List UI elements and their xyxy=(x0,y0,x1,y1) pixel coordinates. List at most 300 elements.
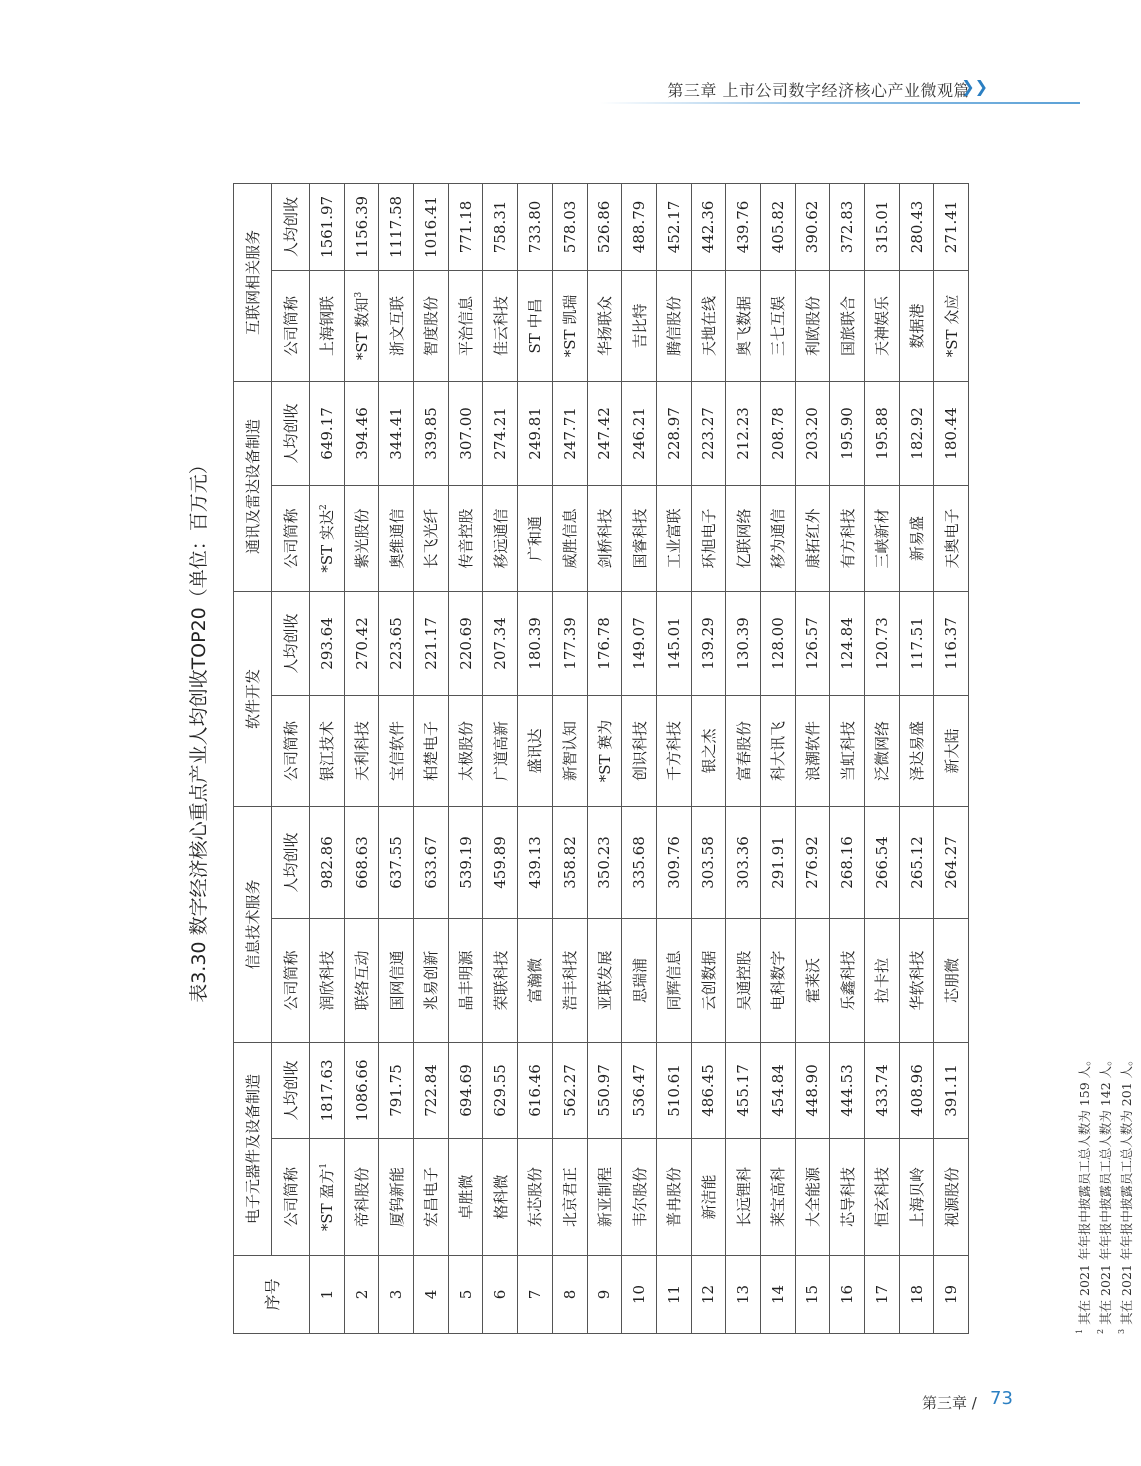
company-cell xyxy=(899,918,934,1042)
value-cell-text: 982.86 xyxy=(317,836,336,889)
company-cell xyxy=(344,695,379,806)
company-cell xyxy=(795,695,830,806)
company-cell-text: 芯朋微 xyxy=(942,957,961,1003)
value-cell-text: 180.39 xyxy=(525,617,544,670)
company-cell xyxy=(934,1139,969,1256)
value-cell xyxy=(830,1042,865,1138)
value-cell xyxy=(552,806,587,918)
value-cell xyxy=(934,183,969,270)
company-cell-text: 视源股份 xyxy=(942,1167,961,1228)
company-cell xyxy=(587,918,622,1042)
company-cell-text: ST 中昌 xyxy=(526,298,545,354)
company-cell xyxy=(414,1139,449,1256)
table-row xyxy=(934,183,969,1333)
company-cell xyxy=(518,270,553,381)
company-cell-text: *ST 凯瑞 xyxy=(561,294,580,358)
company-cell xyxy=(622,918,657,1042)
company-cell xyxy=(379,918,414,1042)
company-cell-text: 柏楚电子 xyxy=(422,720,441,781)
value-cell xyxy=(830,381,865,485)
company-cell xyxy=(760,485,795,591)
rank-cell xyxy=(344,1256,379,1334)
company-cell-text: 银江技术 xyxy=(318,720,337,781)
table-body xyxy=(310,183,969,1333)
company-cell xyxy=(414,695,449,806)
company-cell-text: 天神娱乐 xyxy=(873,295,892,356)
rank-header: 序号 xyxy=(234,1256,310,1334)
value-cell-text: 733.80 xyxy=(525,200,544,254)
company-cell xyxy=(483,918,518,1042)
rank-cell xyxy=(691,1256,726,1334)
company-cell-text: 宝信软件 xyxy=(387,720,406,781)
footnote-marker: 2 xyxy=(319,504,330,511)
value-cell xyxy=(622,1042,657,1138)
company-cell xyxy=(830,918,865,1042)
value-cell xyxy=(379,183,414,270)
footnote-3 xyxy=(1117,1053,1135,1334)
company-name-header: 公司简称 xyxy=(272,485,310,591)
company-cell xyxy=(483,485,518,591)
value-cell xyxy=(483,591,518,695)
value-cell xyxy=(899,806,934,918)
company-cell xyxy=(448,695,483,806)
company-cell xyxy=(691,1139,726,1256)
value-cell-text: 694.69 xyxy=(456,1064,475,1117)
value-cell-text: 149.07 xyxy=(630,617,649,670)
company-cell-text: 国睿科技 xyxy=(630,508,649,569)
value-cell-text: 264.27 xyxy=(942,836,961,889)
value-cell-text: 633.67 xyxy=(421,836,440,889)
company-cell xyxy=(830,270,865,381)
table-row xyxy=(691,183,726,1333)
revenue-per-employee-header: 人均创收 xyxy=(272,381,310,485)
value-cell-text: 271.41 xyxy=(942,200,961,254)
value-cell-text: 120.73 xyxy=(872,617,891,670)
company-cell xyxy=(899,485,934,591)
company-cell xyxy=(448,1139,483,1256)
company-cell-text: 三峡新材 xyxy=(873,508,892,569)
rank-cell xyxy=(830,1256,865,1334)
value-cell-text: 358.82 xyxy=(560,836,579,889)
table-row xyxy=(310,183,345,1333)
company-cell xyxy=(656,1139,691,1256)
rank-cell xyxy=(899,1256,934,1334)
company-cell-text: 东芯股份 xyxy=(526,1167,545,1228)
value-cell-text: 408.96 xyxy=(907,1064,926,1117)
company-cell xyxy=(865,485,900,591)
value-cell xyxy=(483,806,518,918)
value-cell-text: 444.53 xyxy=(838,1064,857,1117)
company-cell xyxy=(414,918,449,1042)
value-cell-text: 293.64 xyxy=(317,617,336,670)
value-cell-text: 486.45 xyxy=(699,1064,718,1117)
company-cell-text: 霍莱沃 xyxy=(803,957,822,1003)
company-cell xyxy=(344,270,379,381)
company-cell xyxy=(830,1139,865,1256)
value-cell-text: 266.54 xyxy=(872,836,891,889)
value-cell-text: 791.75 xyxy=(387,1064,406,1117)
value-cell xyxy=(587,591,622,695)
value-cell xyxy=(830,806,865,918)
company-cell xyxy=(587,270,622,381)
value-cell xyxy=(865,381,900,485)
company-cell xyxy=(379,485,414,591)
company-cell-text: 芯导科技 xyxy=(838,1167,857,1228)
value-cell-text: 268.16 xyxy=(838,836,857,889)
group-header-it-services: 信息技术服务 xyxy=(234,806,272,1042)
company-cell xyxy=(379,695,414,806)
company-cell xyxy=(518,485,553,591)
value-cell-text: 722.84 xyxy=(421,1064,440,1117)
value-cell xyxy=(622,591,657,695)
value-cell xyxy=(726,381,761,485)
value-cell xyxy=(414,591,449,695)
footnote-text: 其在 2021 年年报中披露员工总人数为 159 人。 xyxy=(1077,1053,1092,1325)
value-cell-text: 303.36 xyxy=(734,836,753,889)
rank-cell-text: 10 xyxy=(630,1284,649,1305)
company-cell-text: 银之杰 xyxy=(699,728,718,774)
value-cell xyxy=(691,183,726,270)
value-cell-text: 303.58 xyxy=(699,836,718,889)
company-cell-text: 云创数据 xyxy=(699,950,718,1011)
company-cell xyxy=(344,485,379,591)
value-cell xyxy=(691,806,726,918)
company-cell-text: 佳云科技 xyxy=(491,295,510,356)
rank-cell xyxy=(414,1256,449,1334)
company-cell-text: 平治信息 xyxy=(457,295,476,356)
company-cell xyxy=(379,270,414,381)
company-cell-text: 吉比特 xyxy=(630,303,649,349)
value-cell-text: 291.91 xyxy=(768,836,787,889)
header-divider xyxy=(600,102,1080,104)
value-cell xyxy=(795,806,830,918)
value-cell xyxy=(830,591,865,695)
value-cell-text: 309.76 xyxy=(664,836,683,889)
value-cell xyxy=(552,381,587,485)
company-cell-text: 兆易创新 xyxy=(422,950,441,1011)
rank-cell-text: 16 xyxy=(838,1284,857,1305)
value-cell-text: 246.21 xyxy=(630,407,649,460)
company-cell xyxy=(518,918,553,1042)
footnote-1 xyxy=(1075,1053,1093,1334)
value-cell xyxy=(344,806,379,918)
company-cell-text: 工业富联 xyxy=(665,508,684,569)
company-cell xyxy=(760,270,795,381)
company-cell-text: 国旅联合 xyxy=(838,295,857,356)
company-cell xyxy=(448,918,483,1042)
company-cell-text: 大全能源 xyxy=(803,1167,822,1228)
value-cell-text: 335.68 xyxy=(630,836,649,889)
value-cell xyxy=(379,1042,414,1138)
table-row xyxy=(414,183,449,1333)
value-cell xyxy=(518,1042,553,1138)
company-cell-text: 奥飞数据 xyxy=(734,295,753,356)
table-row xyxy=(518,183,553,1333)
value-cell-text: 452.17 xyxy=(664,200,683,254)
company-cell-text: 国网信通 xyxy=(387,950,406,1011)
company-cell-text: *ST 赛为 xyxy=(595,719,614,783)
value-cell-text: 562.27 xyxy=(560,1064,579,1117)
company-cell xyxy=(691,918,726,1042)
rank-cell-text: 13 xyxy=(734,1284,753,1305)
value-cell-text: 249.81 xyxy=(525,407,544,460)
table-row xyxy=(899,183,934,1333)
rank-cell xyxy=(934,1256,969,1334)
company-cell xyxy=(726,695,761,806)
value-cell-text: 629.55 xyxy=(491,1064,510,1117)
company-cell-text: 华扬联众 xyxy=(595,295,614,356)
value-cell-text: 207.34 xyxy=(491,617,510,670)
running-header-title: 第三章 上市公司数字经济核心产业微观篇 xyxy=(667,81,970,100)
company-cell-text: 长远锂科 xyxy=(734,1167,753,1228)
page-number: 73 xyxy=(990,1388,1013,1409)
table-row xyxy=(726,183,761,1333)
company-cell-text: 紫光股份 xyxy=(353,508,372,569)
group-header-electronics: 电子元器件及设备制造 xyxy=(234,1042,272,1255)
value-cell xyxy=(656,1042,691,1138)
value-cell xyxy=(518,381,553,485)
company-cell-text: 泽达易盛 xyxy=(908,720,927,781)
value-cell-text: 668.63 xyxy=(352,836,371,889)
value-cell-text: 145.01 xyxy=(664,617,683,670)
company-name-header: 公司简称 xyxy=(272,918,310,1042)
table-row xyxy=(344,183,379,1333)
table-row xyxy=(656,183,691,1333)
value-cell xyxy=(483,381,518,485)
company-cell-text: 荣联科技 xyxy=(491,950,510,1011)
company-cell-text: 智度股份 xyxy=(422,295,441,356)
company-cell-text: 传音控股 xyxy=(457,508,476,569)
value-cell-text: 128.00 xyxy=(768,617,787,670)
rank-cell xyxy=(865,1256,900,1334)
company-cell-text: 浙文互联 xyxy=(387,295,406,356)
company-cell-text: 吴通控股 xyxy=(734,950,753,1011)
company-cell-text: 创识科技 xyxy=(630,720,649,781)
value-cell xyxy=(795,1042,830,1138)
value-cell-text: 177.39 xyxy=(560,617,579,670)
company-cell xyxy=(830,485,865,591)
company-cell xyxy=(865,695,900,806)
value-cell xyxy=(587,1042,622,1138)
value-cell-text: 180.44 xyxy=(942,407,961,460)
company-cell xyxy=(310,485,345,591)
value-cell xyxy=(656,806,691,918)
company-cell-text: 太极股份 xyxy=(457,720,476,781)
table-caption: 表3.30 数字经济核心重点产业人均创收TOP20（单位：百万元） xyxy=(188,455,210,1003)
value-cell-text: 270.42 xyxy=(352,617,371,670)
value-cell xyxy=(379,591,414,695)
company-cell xyxy=(587,1139,622,1256)
company-cell xyxy=(379,1139,414,1256)
value-cell xyxy=(344,1042,379,1138)
company-cell xyxy=(691,695,726,806)
value-cell-text: 116.37 xyxy=(942,617,961,670)
value-cell xyxy=(310,381,345,485)
company-cell-text: 韦尔股份 xyxy=(630,1167,649,1228)
company-cell xyxy=(622,270,657,381)
value-cell xyxy=(934,1042,969,1138)
value-cell xyxy=(934,591,969,695)
rank-cell xyxy=(483,1256,518,1334)
company-cell-text: 新智认知 xyxy=(561,720,580,781)
company-cell xyxy=(899,695,934,806)
company-cell xyxy=(760,1139,795,1256)
company-cell-text: 亚联发展 xyxy=(595,950,614,1011)
value-cell xyxy=(344,591,379,695)
company-cell xyxy=(552,1139,587,1256)
footnote-2 xyxy=(1096,1053,1114,1334)
company-cell xyxy=(795,270,830,381)
company-cell-text: 思瑞浦 xyxy=(630,957,649,1003)
value-cell xyxy=(448,183,483,270)
rank-cell-text: 11 xyxy=(664,1284,683,1305)
company-cell xyxy=(483,270,518,381)
value-cell xyxy=(379,806,414,918)
value-cell-text: 448.90 xyxy=(803,1064,822,1117)
company-cell-text: 同辉信息 xyxy=(665,950,684,1011)
company-cell-text: 科大讯飞 xyxy=(769,720,788,781)
company-cell-text: 腾信股份 xyxy=(665,295,684,356)
company-cell xyxy=(934,918,969,1042)
rank-cell-text: 18 xyxy=(907,1284,926,1305)
value-cell-text: 510.61 xyxy=(664,1064,683,1117)
value-cell xyxy=(899,183,934,270)
rotated-table-block xyxy=(186,124,1141,1334)
value-cell xyxy=(552,591,587,695)
value-cell xyxy=(865,806,900,918)
company-cell xyxy=(587,695,622,806)
value-cell-text: 758.31 xyxy=(491,200,510,254)
value-cell-text: 228.97 xyxy=(664,407,683,460)
value-cell-text: 1117.58 xyxy=(387,195,406,258)
value-cell xyxy=(726,1042,761,1138)
value-cell-text: 433.74 xyxy=(872,1064,891,1117)
company-cell-text: 拉卡拉 xyxy=(873,957,892,1003)
rank-cell-text: 2 xyxy=(352,1289,371,1300)
revenue-per-employee-header: 人均创收 xyxy=(272,806,310,918)
rank-cell-text: 1 xyxy=(317,1289,336,1300)
value-cell xyxy=(622,183,657,270)
rank-cell xyxy=(310,1256,345,1334)
rank-cell-text: 4 xyxy=(421,1289,440,1300)
rank-cell-text: 15 xyxy=(803,1284,822,1305)
company-cell-text: 晶丰明源 xyxy=(457,950,476,1011)
company-cell xyxy=(934,695,969,806)
value-cell xyxy=(830,183,865,270)
rank-cell-text: 3 xyxy=(387,1289,406,1300)
company-cell-text: 天利科技 xyxy=(353,720,372,781)
value-cell xyxy=(448,806,483,918)
rank-cell xyxy=(552,1256,587,1334)
company-cell-text: 莱宝高科 xyxy=(769,1167,788,1228)
value-cell-text: 208.78 xyxy=(768,407,787,460)
footnote-marker: 2 xyxy=(1096,1328,1105,1334)
value-cell-text: 344.41 xyxy=(387,407,406,460)
company-cell-text: 剑桥科技 xyxy=(595,508,614,569)
rank-cell xyxy=(622,1256,657,1334)
company-cell xyxy=(899,270,934,381)
value-cell-text: 247.42 xyxy=(595,407,614,460)
value-cell xyxy=(865,591,900,695)
rank-cell xyxy=(587,1256,622,1334)
value-cell-text: 771.18 xyxy=(456,200,475,254)
value-cell xyxy=(622,381,657,485)
value-cell-text: 130.39 xyxy=(734,617,753,670)
company-cell-text: 泛微网络 xyxy=(873,720,892,781)
company-cell-text: 移为通信 xyxy=(769,508,788,569)
value-cell-text: 221.17 xyxy=(421,617,440,670)
company-cell-text: 浪潮软件 xyxy=(803,720,822,781)
company-cell xyxy=(656,270,691,381)
value-cell-text: 182.92 xyxy=(907,407,926,460)
value-cell-text: 536.47 xyxy=(630,1064,649,1117)
company-cell-text: 天奥电子 xyxy=(942,508,961,569)
company-cell-text: 卓胜微 xyxy=(457,1174,476,1220)
value-cell-text: 442.36 xyxy=(699,200,718,254)
company-cell xyxy=(587,485,622,591)
rank-cell xyxy=(448,1256,483,1334)
company-name-header: 公司简称 xyxy=(272,695,310,806)
company-cell xyxy=(795,1139,830,1256)
footer-chapter-label: 第三章 / xyxy=(922,1394,977,1412)
value-cell xyxy=(726,183,761,270)
value-cell xyxy=(795,183,830,270)
company-cell xyxy=(310,695,345,806)
value-cell-text: 280.43 xyxy=(907,200,926,254)
value-cell-text: 539.19 xyxy=(456,836,475,889)
revenue-per-employee-header: 人均创收 xyxy=(272,591,310,695)
company-cell-text: 上海钢联 xyxy=(318,295,337,356)
company-cell-text: 浩丰科技 xyxy=(561,950,580,1011)
company-cell xyxy=(310,918,345,1042)
company-cell-text: 广和通 xyxy=(526,515,545,561)
table-row xyxy=(760,183,795,1333)
group-header-internet: 互联网相关服务 xyxy=(234,183,272,381)
company-cell xyxy=(622,485,657,591)
company-cell-text: 厦钨新能 xyxy=(387,1167,406,1228)
value-cell xyxy=(310,183,345,270)
table-row xyxy=(795,183,830,1333)
value-cell xyxy=(552,183,587,270)
value-cell-text: 439.76 xyxy=(734,200,753,254)
value-cell-text: 176.78 xyxy=(595,617,614,670)
value-cell-text: 315.01 xyxy=(872,200,891,254)
company-cell-text: 普冉股份 xyxy=(665,1167,684,1228)
company-cell-text: 亿联网络 xyxy=(734,508,753,569)
value-cell xyxy=(483,183,518,270)
value-cell-text: 1086.66 xyxy=(352,1059,371,1122)
value-cell-text: 223.27 xyxy=(699,407,718,460)
company-cell-text: 联络互动 xyxy=(353,950,372,1011)
company-cell-text: 康拓红外 xyxy=(803,508,822,569)
rank-cell xyxy=(656,1256,691,1334)
company-cell-text: 新易盛 xyxy=(908,515,927,561)
double-chevron-right-icon: ❯❯ xyxy=(961,77,988,96)
value-cell xyxy=(899,591,934,695)
value-cell xyxy=(865,1042,900,1138)
table-row xyxy=(830,183,865,1333)
value-cell xyxy=(344,381,379,485)
company-cell-text: 格科微 xyxy=(491,1174,510,1220)
company-cell xyxy=(795,918,830,1042)
value-cell xyxy=(379,381,414,485)
value-cell-text: 350.23 xyxy=(595,836,614,889)
company-cell xyxy=(726,485,761,591)
company-cell-text: *ST 盈方 xyxy=(318,1168,337,1232)
value-cell-text: 372.83 xyxy=(838,200,857,254)
table-row xyxy=(865,183,900,1333)
value-cell xyxy=(760,381,795,485)
